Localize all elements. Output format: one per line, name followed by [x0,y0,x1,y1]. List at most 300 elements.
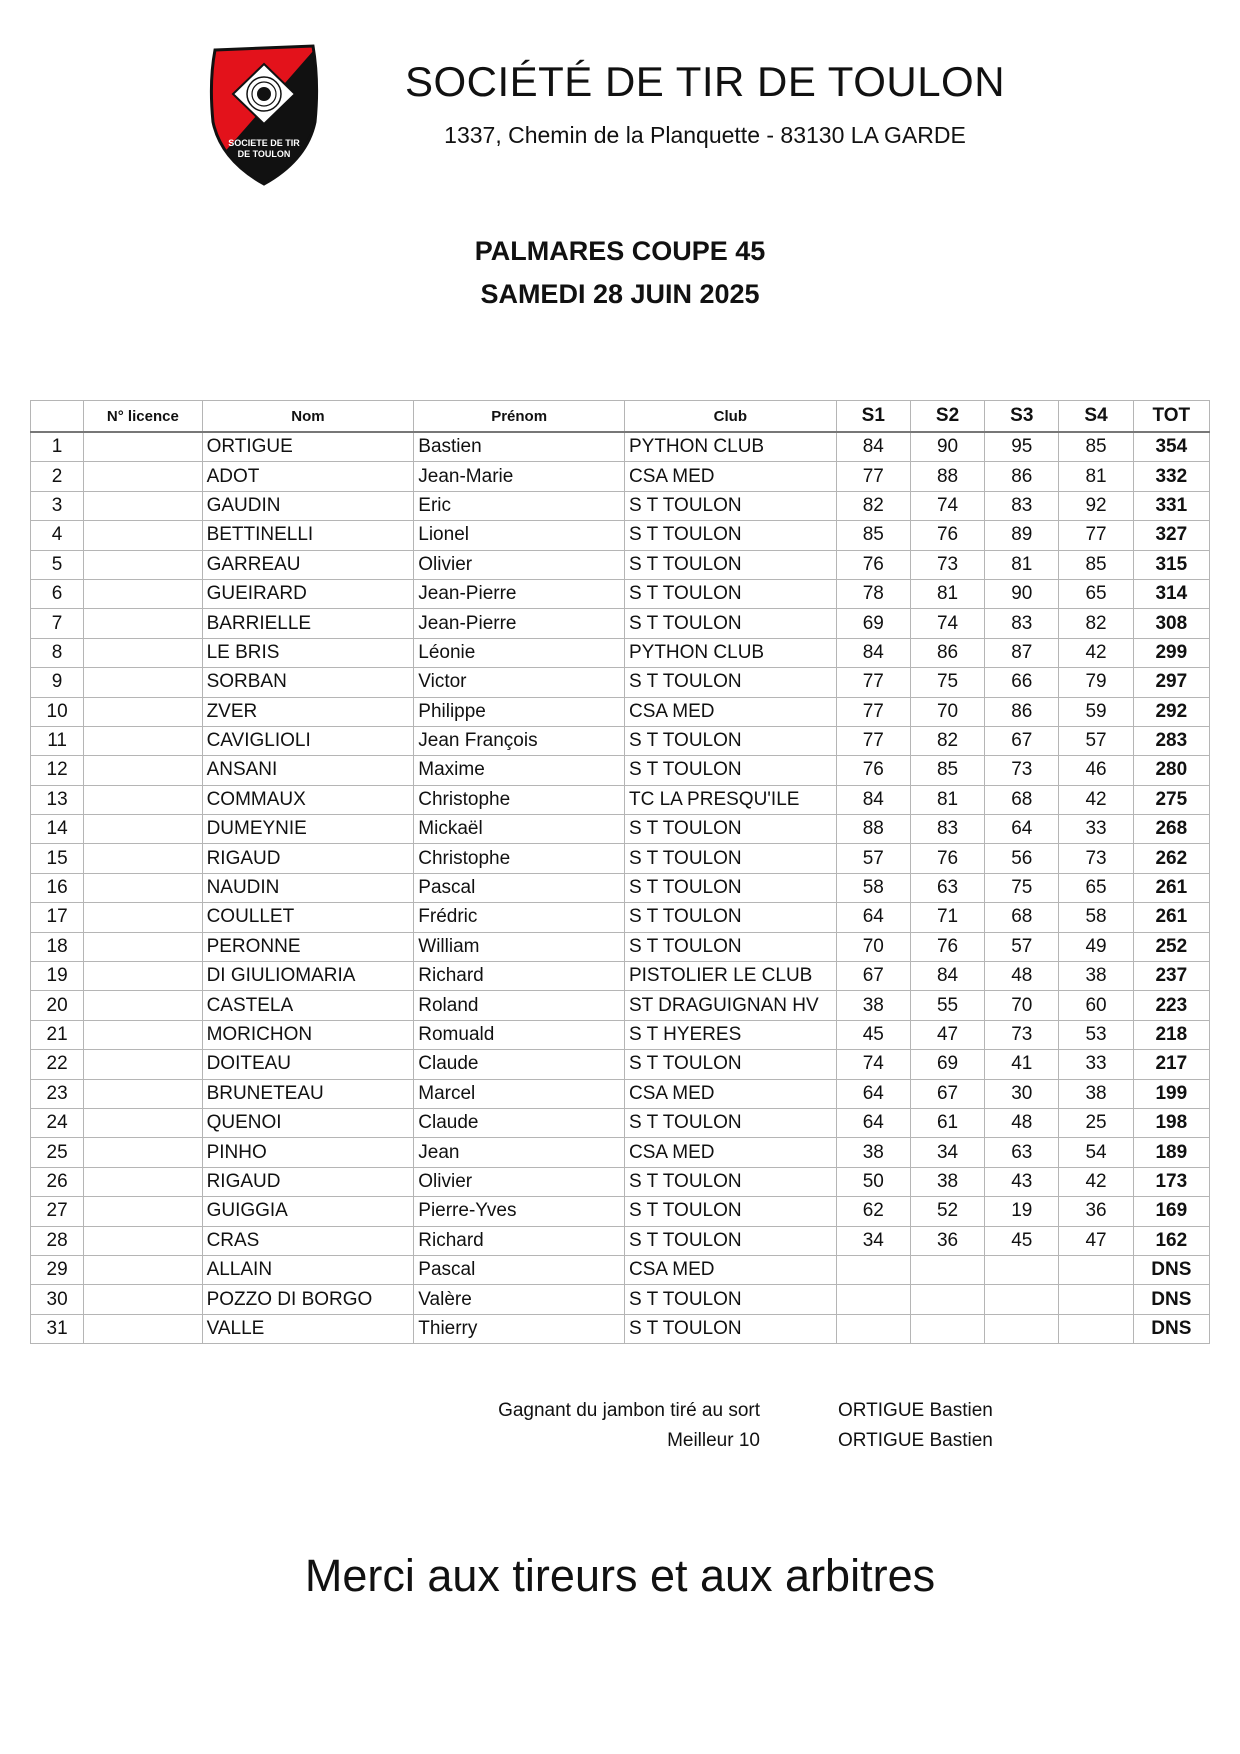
club-logo [207,42,321,188]
table-row [31,1197,1210,1226]
s1-cell: 84 [836,638,910,667]
table-row [31,668,1210,697]
licence-cell [84,432,202,462]
club-cell: S T TOULON [624,932,836,961]
s1-cell: 78 [836,579,910,608]
nom-cell: BARRIELLE [202,609,414,638]
table-row [31,1108,1210,1137]
s1-cell: 64 [836,903,910,932]
club-cell: S T TOULON [624,1314,836,1343]
s1-cell: 58 [836,873,910,902]
licence-cell [84,1255,202,1284]
rank-cell: 15 [31,844,84,873]
nom-cell: DUMEYNIE [202,815,414,844]
club-cell: S T TOULON [624,1108,836,1137]
nom-cell: ORTIGUE [202,432,414,462]
prenom-cell: Thierry [414,1314,625,1343]
prenom-cell: Pascal [414,873,625,902]
s4-cell: 85 [1059,550,1133,579]
prenom-cell: William [414,932,625,961]
club-cell: CSA MED [624,1255,836,1284]
s1-cell: 77 [836,697,910,726]
licence-cell [84,785,202,814]
s2-cell: 76 [910,521,984,550]
table-row [31,638,1210,667]
tot-cell: 237 [1133,962,1209,991]
s3-cell: 56 [985,844,1059,873]
table-row [31,756,1210,785]
title-line-2: SAMEDI 28 JUIN 2025 [480,279,760,309]
table-row [31,1020,1210,1049]
club-cell: S T TOULON [624,844,836,873]
club-address: 1337, Chemin de la Planquette - 83130 LA GARDE [444,122,966,148]
nom-cell: RIGAUD [202,844,414,873]
s4-cell: 25 [1059,1108,1133,1137]
awards-section [0,1400,1240,1460]
nom-cell: MORICHON [202,1020,414,1049]
prenom-cell: Richard [414,1226,625,1255]
rank-cell: 6 [31,579,84,608]
table-row [31,1226,1210,1255]
tot-cell: 332 [1133,462,1209,491]
tot-cell: 261 [1133,873,1209,902]
rank-cell: 18 [31,932,84,961]
prenom-cell: Maxime [414,756,625,785]
rank-cell: 23 [31,1079,84,1108]
tot-cell: 314 [1133,579,1209,608]
prenom-cell: Bastien [414,432,625,462]
rank-cell: 8 [31,638,84,667]
club-cell: ST DRAGUIGNAN HV [624,991,836,1020]
club-cell: TC LA PRESQU'ILE [624,785,836,814]
s4-cell: 85 [1059,432,1133,462]
licence-cell [84,668,202,697]
tot-cell: 189 [1133,1138,1209,1167]
nom-cell: POZZO DI BORGO [202,1285,414,1314]
s1-cell: 77 [836,462,910,491]
licence-cell [84,1167,202,1196]
prenom-cell: Valère [414,1285,625,1314]
s3-cell: 75 [985,873,1059,902]
tot-cell: 199 [1133,1079,1209,1108]
col-s3-header: S3 [985,401,1059,433]
licence-cell [84,491,202,520]
club-cell: CSA MED [624,697,836,726]
table-row [31,1167,1210,1196]
s1-cell: 62 [836,1197,910,1226]
s4-cell: 92 [1059,491,1133,520]
tot-cell: 275 [1133,785,1209,814]
nom-cell: PINHO [202,1138,414,1167]
tot-cell: 299 [1133,638,1209,667]
s4-cell [1059,1255,1133,1284]
tot-cell: DNS [1133,1314,1209,1343]
nom-cell: COMMAUX [202,785,414,814]
tot-cell: 354 [1133,432,1209,462]
s4-cell: 73 [1059,844,1133,873]
s4-cell: 42 [1059,785,1133,814]
s3-cell: 87 [985,638,1059,667]
document-title [0,230,1240,316]
s4-cell: 54 [1059,1138,1133,1167]
s3-cell: 67 [985,726,1059,755]
rank-cell: 26 [31,1167,84,1196]
s3-cell: 83 [985,609,1059,638]
club-cell: S T TOULON [624,1167,836,1196]
col-licence-header: N° licence [84,401,202,433]
club-cell: S T TOULON [624,668,836,697]
rank-cell: 17 [31,903,84,932]
s3-cell [985,1255,1059,1284]
s4-cell: 49 [1059,932,1133,961]
licence-cell [84,1108,202,1137]
s3-cell: 81 [985,550,1059,579]
table-row [31,521,1210,550]
closing-message: Merci aux tireurs et aux arbitres [304,1550,936,1601]
title-line-1: PALMARES COUPE 45 [474,236,766,266]
rank-cell: 20 [31,991,84,1020]
prenom-cell: Richard [414,962,625,991]
s4-cell: 79 [1059,668,1133,697]
s2-cell: 82 [910,726,984,755]
club-cell: S T TOULON [624,903,836,932]
rank-cell: 31 [31,1314,84,1343]
nom-cell: GARREAU [202,550,414,579]
club-cell: CSA MED [624,1079,836,1108]
s2-cell: 81 [910,785,984,814]
club-cell: S T TOULON [624,873,836,902]
nom-cell: COULLET [202,903,414,932]
s1-cell: 84 [836,432,910,462]
award-winner: ORTIGUE Bastien [838,1430,993,1451]
club-cell: S T HYERES [624,1020,836,1049]
s4-cell: 38 [1059,962,1133,991]
nom-cell: DI GIULIOMARIA [202,962,414,991]
prenom-cell: Jean François [414,726,625,755]
table-row [31,432,1210,462]
s1-cell: 38 [836,1138,910,1167]
s2-cell: 88 [910,462,984,491]
s2-cell: 90 [910,432,984,462]
s3-cell: 86 [985,697,1059,726]
rank-cell: 4 [31,521,84,550]
svg-text:DE TOULON: DE TOULON [237,149,291,159]
award-label: Meilleur 10 [667,1430,760,1451]
prenom-cell: Olivier [414,550,625,579]
s1-cell: 50 [836,1167,910,1196]
prenom-cell: Eric [414,491,625,520]
table-row [31,815,1210,844]
rank-cell: 19 [31,962,84,991]
s1-cell [836,1285,910,1314]
rank-cell: 14 [31,815,84,844]
nom-cell: ANSANI [202,756,414,785]
tot-cell: 162 [1133,1226,1209,1255]
s3-cell: 68 [985,785,1059,814]
prenom-cell: Jean [414,1138,625,1167]
s3-cell: 83 [985,491,1059,520]
s3-cell: 41 [985,1050,1059,1079]
rank-cell: 24 [31,1108,84,1137]
prenom-cell: Roland [414,991,625,1020]
club-cell: S T TOULON [624,579,836,608]
table-row [31,462,1210,491]
s2-cell: 34 [910,1138,984,1167]
rank-cell: 25 [31,1138,84,1167]
licence-cell [84,726,202,755]
club-cell: S T TOULON [624,756,836,785]
s1-cell: 70 [836,932,910,961]
nom-cell: GUEIRARD [202,579,414,608]
tot-cell: 218 [1133,1020,1209,1049]
s3-cell: 45 [985,1226,1059,1255]
tot-cell: 261 [1133,903,1209,932]
tot-cell: 198 [1133,1108,1209,1137]
s1-cell: 84 [836,785,910,814]
tot-cell: 308 [1133,609,1209,638]
prenom-cell: Jean-Pierre [414,609,625,638]
results-body [31,432,1210,1344]
col-s2-header: S2 [910,401,984,433]
club-cell: S T TOULON [624,609,836,638]
s2-cell: 76 [910,932,984,961]
licence-cell [84,521,202,550]
s4-cell: 36 [1059,1197,1133,1226]
rank-cell: 1 [31,432,84,462]
s1-cell: 76 [836,550,910,579]
nom-cell: PERONNE [202,932,414,961]
nom-cell: RIGAUD [202,1167,414,1196]
award-label: Gagnant du jambon tiré au sort [498,1400,760,1421]
s2-cell: 84 [910,962,984,991]
s2-cell: 74 [910,491,984,520]
licence-cell [84,1314,202,1343]
prenom-cell: Marcel [414,1079,625,1108]
s3-cell: 48 [985,962,1059,991]
prenom-cell: Lionel [414,521,625,550]
licence-cell [84,1226,202,1255]
rank-cell: 9 [31,668,84,697]
rank-cell: 12 [31,756,84,785]
table-row [31,1138,1210,1167]
club-cell: S T TOULON [624,521,836,550]
licence-cell [84,579,202,608]
licence-cell [84,697,202,726]
s2-cell: 69 [910,1050,984,1079]
table-row [31,609,1210,638]
s4-cell: 33 [1059,815,1133,844]
results-table [30,400,1210,1344]
nom-cell: CRAS [202,1226,414,1255]
licence-cell [84,932,202,961]
nom-cell: CAVIGLIOLI [202,726,414,755]
s2-cell: 75 [910,668,984,697]
nom-cell: SORBAN [202,668,414,697]
col-nom-header: Nom [202,401,414,433]
licence-cell [84,844,202,873]
club-cell: S T TOULON [624,1050,836,1079]
s2-cell [910,1255,984,1284]
tot-cell: 268 [1133,815,1209,844]
col-prenom-header: Prénom [414,401,625,433]
prenom-cell: Philippe [414,697,625,726]
s4-cell: 57 [1059,726,1133,755]
table-row [31,491,1210,520]
licence-cell [84,609,202,638]
logo-text: SOCIETE DE TIR [228,138,300,148]
s3-cell: 68 [985,903,1059,932]
licence-cell [84,756,202,785]
club-cell: S T TOULON [624,550,836,579]
prenom-cell: Pascal [414,1255,625,1284]
col-s1-header: S1 [836,401,910,433]
licence-cell [84,903,202,932]
rank-cell: 16 [31,873,84,902]
nom-cell: QUENOI [202,1108,414,1137]
s2-cell: 52 [910,1197,984,1226]
licence-cell [84,1020,202,1049]
col-rank-header [31,401,84,433]
col-tot-header: TOT [1133,401,1209,433]
table-row [31,1079,1210,1108]
prenom-cell: Pierre-Yves [414,1197,625,1226]
club-cell: S T TOULON [624,815,836,844]
prenom-cell: Jean-Marie [414,462,625,491]
licence-cell [84,550,202,579]
rank-cell: 21 [31,1020,84,1049]
s1-cell: 69 [836,609,910,638]
table-row [31,1050,1210,1079]
s2-cell: 38 [910,1167,984,1196]
club-cell: PYTHON CLUB [624,638,836,667]
s2-cell: 76 [910,844,984,873]
rank-cell: 7 [31,609,84,638]
s1-cell: 57 [836,844,910,873]
rank-cell: 5 [31,550,84,579]
s4-cell: 47 [1059,1226,1133,1255]
table-row [31,962,1210,991]
tot-cell: 223 [1133,991,1209,1020]
award-ham-draw [0,1400,1240,1430]
s1-cell: 64 [836,1108,910,1137]
rank-cell: 29 [31,1255,84,1284]
tot-cell: DNS [1133,1285,1209,1314]
s1-cell: 85 [836,521,910,550]
nom-cell: NAUDIN [202,873,414,902]
prenom-cell: Jean-Pierre [414,579,625,608]
s3-cell: 57 [985,932,1059,961]
prenom-cell: Christophe [414,785,625,814]
award-best-ten [0,1430,1240,1460]
s2-cell [910,1314,984,1343]
rank-cell: 22 [31,1050,84,1079]
licence-cell [84,462,202,491]
tot-cell: 252 [1133,932,1209,961]
s1-cell: 64 [836,1079,910,1108]
rank-cell: 13 [31,785,84,814]
tot-cell: 173 [1133,1167,1209,1196]
rank-cell: 11 [31,726,84,755]
s3-cell: 95 [985,432,1059,462]
club-cell: CSA MED [624,462,836,491]
s4-cell: 33 [1059,1050,1133,1079]
rank-cell: 3 [31,491,84,520]
licence-cell [84,1285,202,1314]
s1-cell: 34 [836,1226,910,1255]
s1-cell [836,1255,910,1284]
s3-cell: 43 [985,1167,1059,1196]
s3-cell: 48 [985,1108,1059,1137]
rank-cell: 28 [31,1226,84,1255]
nom-cell: GUIGGIA [202,1197,414,1226]
s3-cell: 66 [985,668,1059,697]
club-name: SOCIÉTÉ DE TIR DE TOULON [404,58,1006,105]
s3-cell: 73 [985,1020,1059,1049]
s4-cell: 82 [1059,609,1133,638]
s2-cell: 73 [910,550,984,579]
s4-cell: 81 [1059,462,1133,491]
nom-cell: GAUDIN [202,491,414,520]
s1-cell: 88 [836,815,910,844]
s2-cell [910,1285,984,1314]
table-row [31,991,1210,1020]
s1-cell: 77 [836,668,910,697]
s4-cell: 60 [1059,991,1133,1020]
s2-cell: 55 [910,991,984,1020]
club-cell: S T TOULON [624,1226,836,1255]
s2-cell: 63 [910,873,984,902]
nom-cell: BRUNETEAU [202,1079,414,1108]
prenom-cell: Olivier [414,1167,625,1196]
nom-cell: BETTINELLI [202,521,414,550]
licence-cell [84,638,202,667]
col-club-header: Club [624,401,836,433]
tot-cell: 283 [1133,726,1209,755]
rank-cell: 27 [31,1197,84,1226]
col-s4-header: S4 [1059,401,1133,433]
s3-cell: 70 [985,991,1059,1020]
s4-cell: 53 [1059,1020,1133,1049]
prenom-cell: Romuald [414,1020,625,1049]
s4-cell: 42 [1059,1167,1133,1196]
licence-cell [84,815,202,844]
award-winner: ORTIGUE Bastien [838,1400,993,1421]
s1-cell: 74 [836,1050,910,1079]
s3-cell [985,1285,1059,1314]
s4-cell: 58 [1059,903,1133,932]
s1-cell: 76 [836,756,910,785]
s4-cell: 65 [1059,579,1133,608]
table-row [31,785,1210,814]
s2-cell: 83 [910,815,984,844]
s1-cell: 38 [836,991,910,1020]
licence-cell [84,873,202,902]
s3-cell: 90 [985,579,1059,608]
nom-cell: DOITEAU [202,1050,414,1079]
s2-cell: 81 [910,579,984,608]
s3-cell: 73 [985,756,1059,785]
tot-cell: 315 [1133,550,1209,579]
table-row [31,932,1210,961]
table-row [31,1255,1210,1284]
s2-cell: 67 [910,1079,984,1108]
rank-cell: 10 [31,697,84,726]
s2-cell: 85 [910,756,984,785]
s2-cell: 61 [910,1108,984,1137]
s4-cell: 42 [1059,638,1133,667]
tot-cell: 280 [1133,756,1209,785]
s1-cell: 45 [836,1020,910,1049]
